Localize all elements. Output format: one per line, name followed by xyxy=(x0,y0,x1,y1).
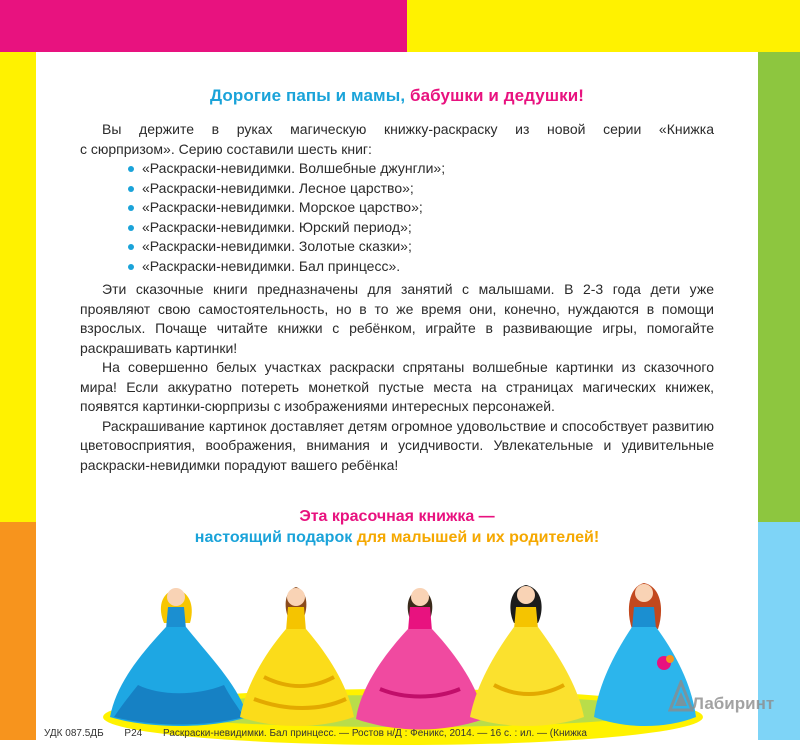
paragraph-purpose: Эти сказочные книги предназначены для занятий с малышами. В 2-3 года дети уже проявляют свою самостоятельность, но в то же время они, конечно, нуждаются в помощи взрослых. Почаще читайте книжки с ребёнком, играйте в развивающие игры, помогайте раскрашивать картинки! xyxy=(80,281,714,356)
watermark xyxy=(668,680,788,724)
book-list-item: «Раскраски-невидимки. Волшебные джунгли»; xyxy=(128,159,714,179)
page-heading xyxy=(36,86,758,106)
heading-part-parents: Дорогие папы и мамы, xyxy=(209,86,406,105)
intro-line-2: с сюрпризом». Серию составили шесть книг: xyxy=(80,140,372,157)
book-list-item: «Раскраски-невидимки. Золотые сказки»; xyxy=(128,237,714,257)
slogan-audience: для малышей и их родителей! xyxy=(356,529,600,546)
heading-part-grandparents: бабушки и дедушки! xyxy=(410,86,585,105)
intro-line-1: Вы держите в руках магическую книжку-раскраску из новой серии «Книжка xyxy=(102,121,714,137)
book-list-item: «Раскраски-невидимки. Морское царство»; xyxy=(128,198,714,218)
left-yellow-band xyxy=(0,52,36,522)
princess-yellow-dress xyxy=(240,587,354,726)
footer-udk: УДК 087.5ДБ xyxy=(44,728,104,739)
book-list-item: «Раскраски-невидимки. Бал принцесс». xyxy=(128,257,714,277)
slogan-text-1: Эта красочная книжка — xyxy=(299,508,495,525)
book-list-item: «Раскраски-невидимки. Юрский период»; xyxy=(128,218,714,238)
watermark-text: Лабиринт xyxy=(692,694,775,713)
footer-code: Р24 xyxy=(124,728,143,739)
princess-gold-dress xyxy=(470,585,584,726)
labyrinth-logo-icon xyxy=(668,680,694,714)
paragraph-hidden-pictures: На совершенно белых участках раскраски спрятаны волшебные картинки из сказочного мира! Если аккуратно потереть монеткой пустые места на страницах магических книжек, появятся картинки-сюрпризы с изображениями интересных персонажей. xyxy=(80,359,714,414)
slogan-line-2 xyxy=(36,529,758,547)
book-list-block xyxy=(80,159,714,277)
paragraph-benefits: Раскрашивание картинок доставляет детям огромное удовольствие и способствует развитию цветовосприятия, воображения, внимания и усидчивости. Увлекательные и удивительные раскраски-невидимки порадуют вашего ребёнка! xyxy=(80,417,714,473)
body-paragraphs xyxy=(80,280,714,475)
footer-title: Раскраски-невидимки. Бал принцесс. — Ростов н/Д : Феникс, 2014. — 16 с. : ил. — (Книжка xyxy=(163,728,587,739)
book-list-item: «Раскраски-невидимки. Лесное царство»; xyxy=(128,179,714,199)
right-green-band xyxy=(758,52,800,522)
princess-blue-dress xyxy=(110,588,248,726)
book-list xyxy=(80,159,714,277)
slogan-gift: настоящий подарок xyxy=(194,529,353,546)
top-yellow-band xyxy=(407,0,800,52)
bibliographic-footer xyxy=(44,728,744,739)
top-pink-band xyxy=(0,0,407,52)
princess-pink-dress xyxy=(356,588,484,730)
page-content xyxy=(36,52,775,740)
slogan-line-1 xyxy=(36,508,758,526)
princesses-illustration xyxy=(98,567,708,747)
intro-block xyxy=(80,120,714,159)
left-orange-band xyxy=(0,522,36,740)
